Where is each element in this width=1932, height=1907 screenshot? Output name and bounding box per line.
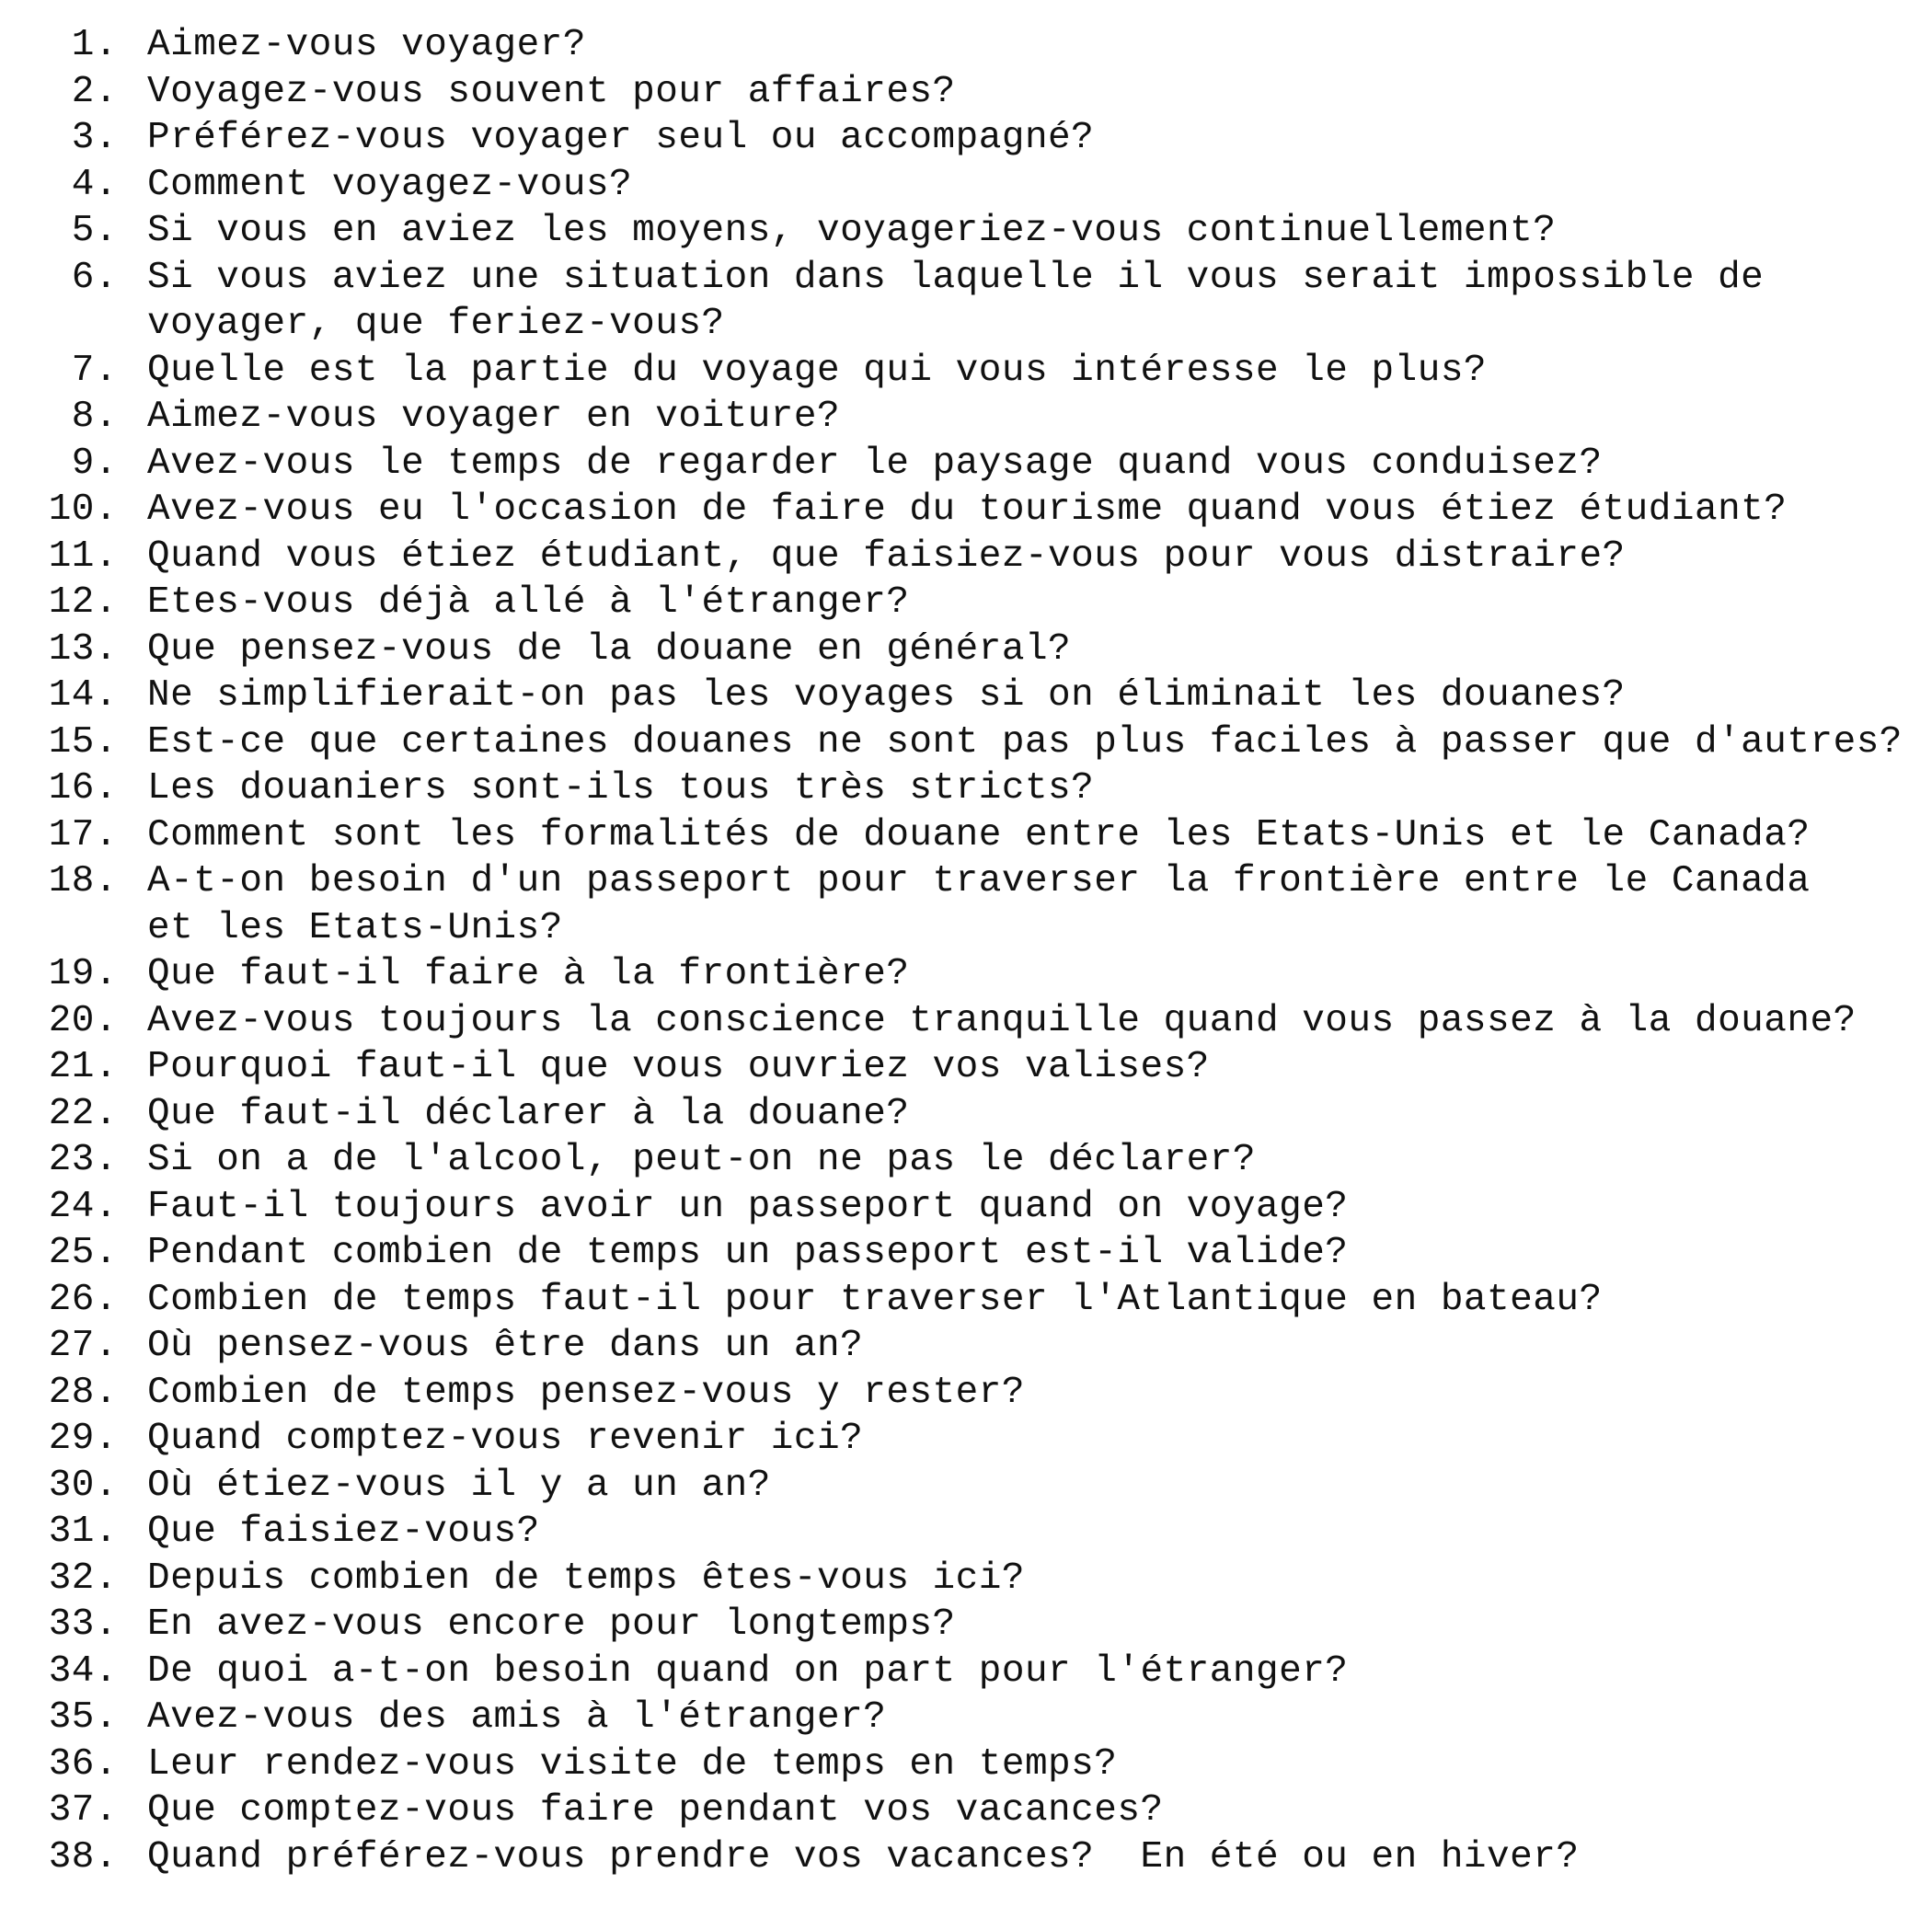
question-item: [0, 255, 1932, 348]
question-text-line: Avez-vous le temps de regarder le paysage quand vous conduisez?: [147, 442, 1603, 485]
question-item: [0, 858, 1932, 951]
question-item: [0, 441, 1932, 488]
question-text-line: Depuis combien de temps êtes-vous ici?: [147, 1557, 1025, 1600]
question-item: [0, 1277, 1932, 1324]
question-text: [147, 1137, 1914, 1184]
question-number: 34.: [48, 1649, 118, 1693]
question-item: [0, 22, 1932, 69]
question-text: [147, 1230, 1914, 1277]
question-text-line: Quand vous étiez étudiant, que faisiez-vous pour vous distraire?: [147, 534, 1626, 578]
question-text: [147, 1694, 1914, 1741]
question-item: [0, 1091, 1932, 1138]
question-text-line: Avez-vous toujours la conscience tranquille quand vous passez à la douane?: [147, 999, 1857, 1042]
question-text-line: Avez-vous des amis à l'étranger?: [147, 1696, 887, 1739]
question-text: [147, 1834, 1914, 1881]
question-item: [0, 812, 1932, 859]
question-text-line: Si vous aviez une situation dans laquelle il vous serait impossible de: [147, 256, 1765, 299]
question-text-line: Où pensez-vous être dans un an?: [147, 1325, 864, 1367]
question-number: 26.: [48, 1278, 118, 1321]
question-text: [147, 672, 1914, 719]
question-text: [147, 626, 1914, 673]
question-text: [147, 1509, 1914, 1556]
question-number: 16.: [48, 767, 118, 810]
question-text: [147, 1277, 1914, 1324]
question-number: 32.: [48, 1557, 118, 1600]
question-text: [147, 998, 1914, 1045]
question-number: 12.: [48, 581, 118, 624]
question-item: [0, 1741, 1932, 1788]
question-text-line: Les douaniers sont-ils tous très stricts?: [147, 767, 1095, 810]
question-number: 19.: [48, 953, 118, 995]
question-item: [0, 672, 1932, 719]
question-text: [147, 534, 1914, 580]
question-number: 11.: [48, 534, 118, 578]
question-text: [147, 1370, 1914, 1417]
question-item: [0, 765, 1932, 812]
question-item: [0, 580, 1932, 626]
question-text: [147, 951, 1914, 998]
question-item: [0, 1556, 1932, 1603]
question-text: [147, 1184, 1914, 1231]
question-text: [147, 1602, 1914, 1649]
question-number: 22.: [48, 1092, 118, 1135]
question-number: 28.: [48, 1371, 118, 1414]
question-item: [0, 1834, 1932, 1881]
question-text-line: Si vous en aviez les moyens, voyageriez-vous continuellement?: [147, 210, 1557, 252]
question-text: [147, 1463, 1914, 1510]
question-text-line: Que comptez-vous faire pendant vos vacances?: [147, 1789, 1164, 1832]
question-item: [0, 1463, 1932, 1510]
question-number: 24.: [48, 1185, 118, 1228]
question-text: [147, 719, 1914, 766]
question-text: [147, 580, 1914, 626]
question-number: 23.: [48, 1139, 118, 1181]
question-item: [0, 162, 1932, 209]
question-item: [0, 69, 1932, 116]
question-item: [0, 1694, 1932, 1741]
question-text-line: A-t-on besoin d'un passeport pour traverser la frontière entre le Canada: [147, 860, 1811, 902]
question-item: [0, 534, 1932, 580]
question-number: 35.: [48, 1696, 118, 1739]
question-item: [0, 1323, 1932, 1370]
question-item: [0, 719, 1932, 766]
question-number: 4.: [71, 163, 118, 206]
question-text-line: Que faisiez-vous?: [147, 1511, 540, 1553]
question-number: 9.: [71, 442, 118, 485]
question-text-line: Voyagez-vous souvent pour affaires?: [147, 70, 956, 113]
question-number: 2.: [71, 70, 118, 113]
question-number: 3.: [71, 117, 118, 159]
question-item: [0, 1184, 1932, 1231]
question-item: [0, 1602, 1932, 1649]
question-item: [0, 1370, 1932, 1417]
question-text-line: Leur rendez-vous visite de temps en temps?: [147, 1742, 1118, 1786]
question-text: [147, 487, 1914, 534]
question-number: 7.: [71, 349, 118, 392]
question-item: [0, 1044, 1932, 1091]
question-text: [147, 394, 1914, 441]
question-text-line: Aimez-vous voyager en voiture?: [147, 396, 841, 438]
question-number: 29.: [48, 1418, 118, 1460]
question-text-line: voyager, que feriez-vous?: [147, 303, 725, 345]
question-item: [0, 115, 1932, 162]
question-number: 14.: [48, 674, 118, 717]
question-text: [147, 1091, 1914, 1138]
question-number: 37.: [48, 1789, 118, 1832]
question-text-line: Faut-il toujours avoir un passeport quand on voyage?: [147, 1185, 1349, 1228]
question-number: 8.: [71, 396, 118, 438]
question-number: 15.: [48, 720, 118, 764]
question-number: 17.: [48, 813, 118, 856]
question-list: [0, 22, 1932, 1880]
question-text-line: Préférez-vous voyager seul ou accompagné?: [147, 117, 1095, 159]
question-text-line: Quand comptez-vous revenir ici?: [147, 1418, 864, 1460]
question-number: 6.: [71, 256, 118, 299]
question-number: 20.: [48, 999, 118, 1042]
question-text: [147, 115, 1914, 162]
question-text-line: Avez-vous eu l'occasion de faire du tourisme quand vous étiez étudiant?: [147, 488, 1788, 531]
question-item: [0, 1509, 1932, 1556]
question-text: [147, 1741, 1914, 1788]
question-number: 5.: [71, 210, 118, 252]
question-text-line: Comment sont les formalités de douane entre les Etats-Unis et le Canada?: [147, 813, 1811, 856]
question-number: 27.: [48, 1325, 118, 1367]
question-text: [147, 255, 1914, 348]
question-item: [0, 1787, 1932, 1834]
question-number: 31.: [48, 1511, 118, 1553]
question-text-line: Comment voyagez-vous?: [147, 163, 633, 206]
question-item: [0, 208, 1932, 255]
question-item: [0, 394, 1932, 441]
question-text-line: Quand préférez-vous prendre vos vacances? En été ou en hiver?: [147, 1835, 1580, 1878]
question-text-line: Que pensez-vous de la douane en général?: [147, 627, 1072, 671]
question-text: [147, 812, 1914, 859]
question-text-line: Etes-vous déjà allé à l'étranger?: [147, 581, 910, 624]
question-text: [147, 348, 1914, 395]
question-text: [147, 162, 1914, 209]
question-text-line: Que faut-il faire à la frontière?: [147, 953, 910, 995]
question-text-line: Quelle est la partie du voyage qui vous intéresse le plus?: [147, 349, 1488, 392]
question-text-line: Est-ce que certaines douanes ne sont pas plus faciles à passer que d'autres?: [147, 720, 1903, 764]
question-item: [0, 348, 1932, 395]
question-text: [147, 1416, 1914, 1463]
question-text: [147, 1649, 1914, 1695]
question-item: [0, 1137, 1932, 1184]
question-number: 36.: [48, 1742, 118, 1786]
question-text-line: Pourquoi faut-il que vous ouvriez vos valises?: [147, 1046, 1210, 1088]
question-number: 33.: [48, 1603, 118, 1646]
question-text-line: Pendant combien de temps un passeport est-il valide?: [147, 1232, 1349, 1274]
question-text: [147, 858, 1914, 951]
question-text: [147, 208, 1914, 255]
question-text-line: et les Etats-Unis?: [147, 906, 563, 949]
question-item: [0, 1416, 1932, 1463]
question-text: [147, 69, 1914, 116]
question-text: [147, 1044, 1914, 1091]
question-item: [0, 1649, 1932, 1695]
question-item: [0, 1230, 1932, 1277]
question-item: [0, 998, 1932, 1045]
question-item: [0, 487, 1932, 534]
question-number: 10.: [48, 488, 118, 531]
question-text-line: Combien de temps faut-il pour traverser l'Atlantique en bateau?: [147, 1278, 1603, 1321]
question-text: [147, 765, 1914, 812]
question-number: 38.: [48, 1835, 118, 1878]
question-number: 25.: [48, 1232, 118, 1274]
question-item: [0, 951, 1932, 998]
question-number: 30.: [48, 1464, 118, 1507]
question-text-line: Combien de temps pensez-vous y rester?: [147, 1371, 1025, 1414]
question-text-line: Où étiez-vous il y a un an?: [147, 1464, 771, 1507]
question-text-line: En avez-vous encore pour longtemps?: [147, 1603, 956, 1646]
question-text-line: Si on a de l'alcool, peut-on ne pas le déclarer?: [147, 1139, 1256, 1181]
question-text-line: Ne simplifierait-on pas les voyages si on éliminait les douanes?: [147, 674, 1626, 717]
question-text-line: Que faut-il déclarer à la douane?: [147, 1092, 910, 1135]
question-text: [147, 1556, 1914, 1603]
question-text-line: Aimez-vous voyager?: [147, 24, 586, 66]
question-number: 13.: [48, 627, 118, 671]
question-number: 21.: [48, 1046, 118, 1088]
question-number: 18.: [48, 860, 118, 902]
question-text: [147, 22, 1914, 69]
question-text: [147, 441, 1914, 488]
question-number: 1.: [71, 24, 118, 66]
question-text: [147, 1323, 1914, 1370]
question-item: [0, 626, 1932, 673]
question-text: [147, 1787, 1914, 1834]
question-text-line: De quoi a-t-on besoin quand on part pour l'étranger?: [147, 1649, 1349, 1693]
